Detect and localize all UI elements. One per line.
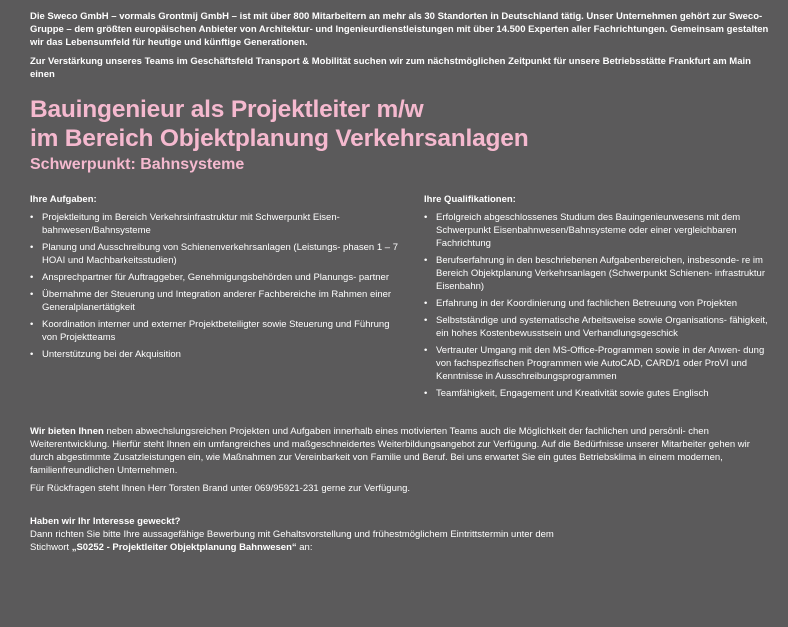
list-item: • Übernahme der Steuerung und Integration anderer Fachbereiche im Rahmen einer Generalplanertätigkeit xyxy=(30,288,400,314)
qualifications-heading: Ihre Qualifikationen: xyxy=(424,194,516,205)
job-title-line-1: Bauingenieur als Projektleiter m/w xyxy=(30,96,424,123)
qualifications-list xyxy=(424,211,774,400)
offer-lead: Wir bieten Ihnen xyxy=(30,426,104,437)
tasks-heading: Ihre Aufgaben: xyxy=(30,194,97,205)
qualifications-column xyxy=(424,193,774,404)
keyword-suffix: an: xyxy=(296,542,313,553)
requirements-section xyxy=(30,193,770,425)
keyword-prefix: Stichwort xyxy=(30,542,72,553)
cta-heading: Haben wir Ihr Interesse geweckt? xyxy=(30,516,181,527)
job-title-line-2: im Bereich Objektplanung Verkehrsanlagen xyxy=(30,125,529,152)
application-keyword: „S0252 - Projektleiter Objektplanung Bahnwesen“ xyxy=(71,542,297,553)
cta-keyword-line xyxy=(30,541,770,554)
contact-info: Für Rückfragen steht Ihnen Herr Torsten Brand unter 069/95921-231 gerne zur Verfügung. xyxy=(30,483,411,494)
list-item: • Vertrauter Umgang mit den MS-Office-Programmen sowie in der Anwen- dung von fachspezifischen Programmen wie AutoCAD, CARD/1 oder ProVI und Kenntnisse in Ausschreibungsprogrammen xyxy=(424,344,774,383)
list-item: • Berufserfahrung in den beschriebenen Aufgabenbereichen, insbesonde- re im Bereich Objektplanung Verkehrsanlagen (Schwerpunkt Schienen- infrastruktur Eisenbahn) xyxy=(424,254,774,293)
cta-text: Dann richten Sie bitte Ihre aussagefähige Bewerbung mit Gehaltsvorstellung und frühestmöglichem Eintrittstermin unter dem xyxy=(30,529,554,540)
list-item: • Ansprechpartner für Auftraggeber, Genehmigungsbehörden und Planungs- partner xyxy=(30,271,400,284)
list-item: • Teamfähigkeit, Engagement und Kreativität sowie gutes Englisch xyxy=(424,387,774,400)
job-subtitle: Schwerpunkt: Bahnsysteme xyxy=(30,156,245,173)
company-intro: Die Sweco GmbH – vormals Grontmij GmbH – ist mit über 800 Mitarbeitern an mehr als 30 Standorten in Deutschland tätig. Unser Unternehmen gehört zur Sweco-Gruppe – dem größten europäischen Anbieter von Architektur- und Ingenieurdienstleistungen mit über 14.500 Experten aller Fachrichtungen. Gemeinsam gestalten wir das Lebensumfeld für heutige und künftige Generationen. xyxy=(30,11,769,48)
list-item: • Erfahrung in der Koordinierung und fachlichen Betreuung von Projekten xyxy=(424,297,774,310)
offer-text: neben abwechslungsreichen Projekten und Aufgaben innerhalb eines motivierten Teams auch die Möglichkeit der fachlichen und persönli- chen Weiterentwicklung. Hierfür steht Ihnen ein umfangreiches und maßgeschneidertes Weiterbildungsangebot zur Verfügung. Auf die Bedürfnisse unserer Mitarbeiter gehen wir durch abgestimmte Zusatzleistungen ein, wie Maßnahmen zur Vereinbarkeit von Familie und Beruf. Bei uns erwartet Sie ein gutes Betriebsklima in einem modernen, familienfreundlichen Unternehmen. xyxy=(30,426,750,476)
tasks-column xyxy=(30,193,400,365)
offer-paragraph xyxy=(30,425,770,477)
position-intro: Zur Verstärkung unseres Teams im Geschäftsfeld Transport & Mobilität suchen wir zum nächstmöglichen Zeitpunkt für unsere Betriebsstätte Frankfurt am Main einen xyxy=(30,56,751,80)
tasks-list xyxy=(30,211,400,361)
list-item: • Koordination interner und externer Projektbeteiligter sowie Steuerung und Führung von Projektteams xyxy=(30,318,400,344)
list-item: • Unterstützung bei der Akquisition xyxy=(30,348,400,361)
list-item: • Planung und Ausschreibung von Schienenverkehrsanlagen (Leistungs- phasen 1 – 7 HOAI und Machbarkeitsstudien) xyxy=(30,241,400,267)
list-item: • Selbstständige und systematische Arbeitsweise sowie Organisations- fähigkeit, ein hohes Kostenbewusstsein und Verhandlungsgeschick xyxy=(424,314,774,340)
job-posting xyxy=(30,10,770,554)
list-item: • Erfolgreich abgeschlossenes Studium des Bauingenieurwesens mit dem Schwerpunkt Eisenbahnwesen/Bahnsysteme oder einer vergleichbaren Fachrichtung xyxy=(424,211,774,250)
job-title xyxy=(30,95,770,153)
list-item: • Projektleitung im Bereich Verkehrsinfrastruktur mit Schwerpunkt Eisen- bahnwesen/Bahnsysteme xyxy=(30,211,400,237)
